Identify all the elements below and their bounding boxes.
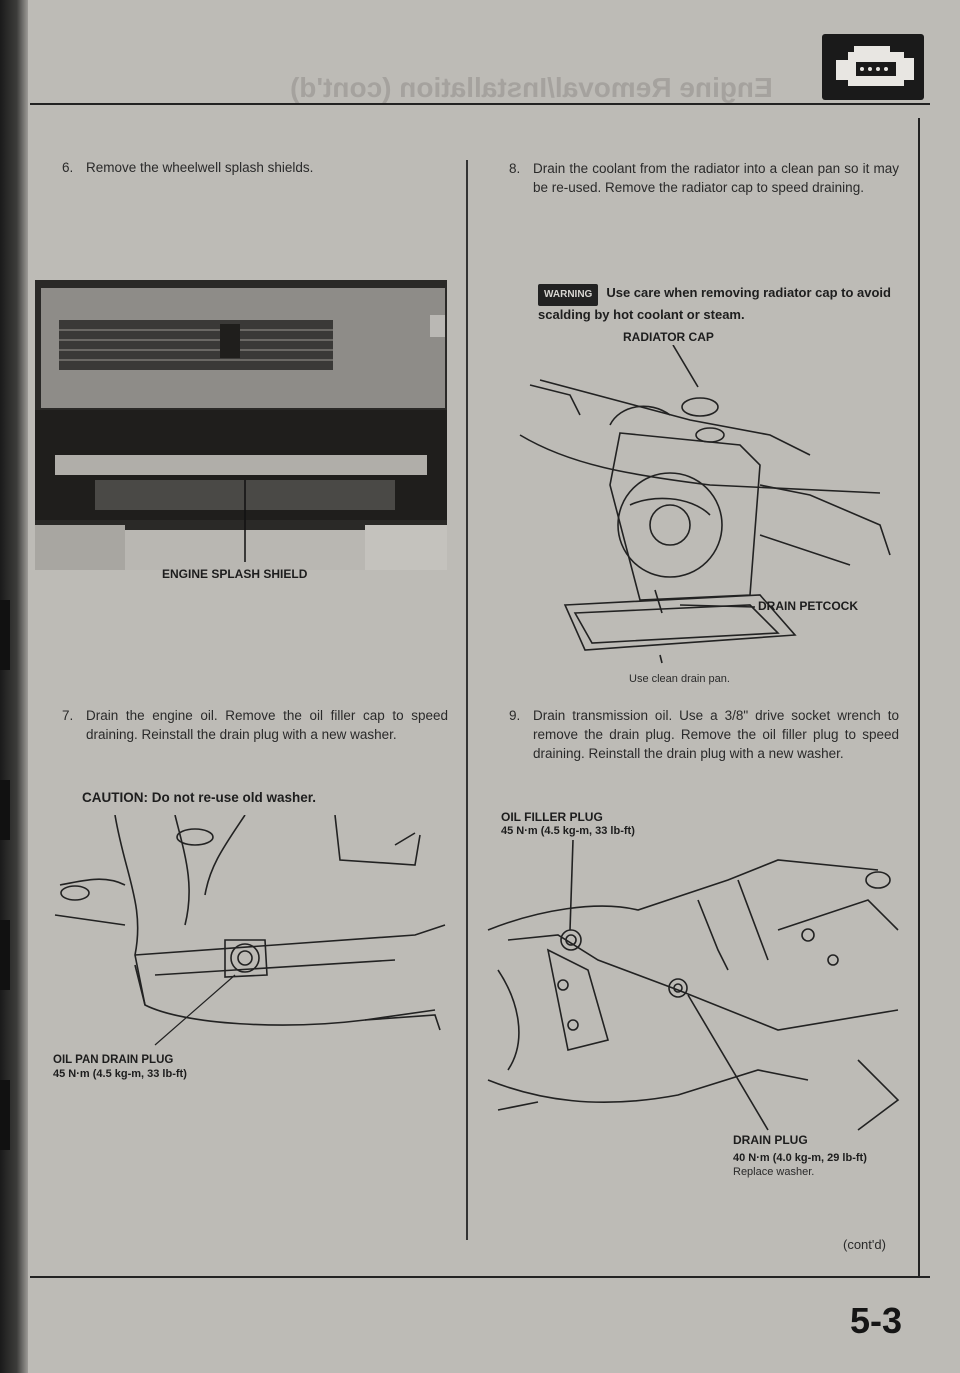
step-number: 7. xyxy=(62,708,74,723)
oil-filler-plug-torque: 45 N·m (4.5 kg-m, 33 lb-ft) xyxy=(501,825,635,837)
step-text: Drain transmission oil. Use a 3/8" drive socket wrench to remove the drain plug. Remove the oil filler plug to speed draining. Reinstall the drain plug with a new washer. xyxy=(533,708,899,761)
oil-pan-drain-plug-label: OIL PAN DRAIN PLUG xyxy=(53,1054,174,1066)
drain-pan-note: Use clean drain pan. xyxy=(629,673,730,685)
continued-note: (cont'd) xyxy=(843,1237,886,1252)
engine-icon xyxy=(822,34,924,100)
header-rule xyxy=(30,103,930,105)
footer-rule xyxy=(30,1276,930,1278)
radiator-cap-label: RADIATOR CAP xyxy=(623,330,714,344)
caution-note: CAUTION: Do not re-use old washer. xyxy=(82,790,317,805)
drain-petcock-label: DRAIN PETCOCK xyxy=(758,599,859,613)
drain-plug-torque: 40 N·m (4.0 kg-m, 29 lb-ft) xyxy=(733,1152,867,1164)
section-tab xyxy=(0,780,10,840)
oil-pan-drain-plug-torque: 45 N·m (4.5 kg-m, 33 lb-ft) xyxy=(53,1068,187,1080)
section-tab xyxy=(0,600,10,670)
page-number: 5-3 xyxy=(850,1300,903,1341)
drain-plug-label: DRAIN PLUG xyxy=(733,1133,808,1147)
engine-splash-shield-label: ENGINE SPLASH SHIELD xyxy=(162,567,308,581)
section-tab xyxy=(0,920,10,990)
splash-shield-photo xyxy=(35,280,447,570)
frame-rule xyxy=(918,118,920,1276)
step-number: 9. xyxy=(509,708,521,723)
step-text: Remove the wheelwell splash shields. xyxy=(86,160,314,175)
warning-note xyxy=(538,284,908,324)
warning-badge: WARNING xyxy=(538,284,598,306)
bleed-through-title: Engine Removal/Installation (cont'd) xyxy=(290,72,773,103)
radiator-diagram xyxy=(510,345,900,670)
oil-pan-diagram xyxy=(35,815,455,1080)
step-text: Drain the engine oil. Remove the oil filler cap to speed draining. Reinstall the drain plug with a new washer. xyxy=(86,708,448,742)
oil-filler-plug-label: OIL FILLER PLUG xyxy=(501,810,603,824)
step-number: 8. xyxy=(509,161,521,176)
step-text: Drain the coolant from the radiator into a clean pan so it may be re-used. Remove the radiator cap to speed draining. xyxy=(533,161,899,195)
binding-edge xyxy=(0,0,28,1373)
warning-text: Use care when removing radiator cap to avoid scalding by hot coolant or steam. xyxy=(538,285,891,322)
transmission-diagram xyxy=(478,840,908,1145)
section-tab xyxy=(0,1080,10,1150)
step-number: 6. xyxy=(62,160,74,175)
column-divider xyxy=(466,160,468,1240)
drain-plug-note: Replace washer. xyxy=(733,1166,815,1178)
